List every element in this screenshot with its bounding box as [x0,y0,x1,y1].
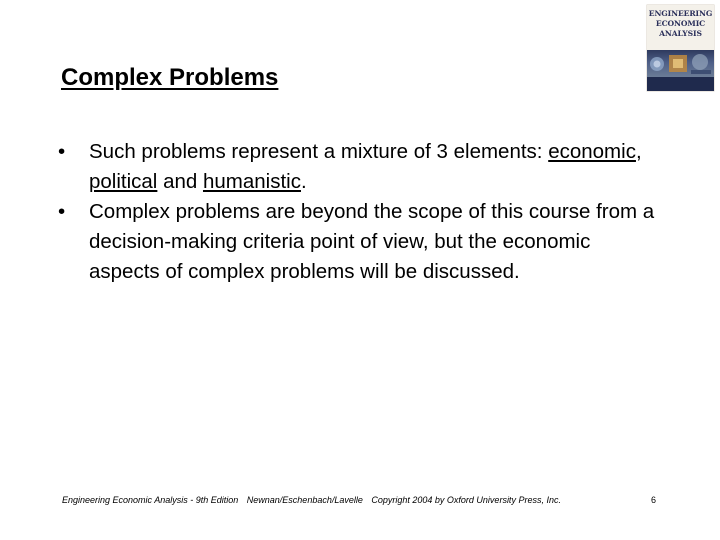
keyword-economic: economic [548,140,636,163]
book-cover-image [647,5,714,91]
book-cover-artwork-graphic [647,50,714,77]
slide-footer [62,495,567,505]
book-cover-title-line: ENGINEERING [648,9,713,18]
keyword-political: political [89,170,158,193]
bullet-marker: • [58,140,66,163]
book-cover-title-line: ANALYSIS [659,29,702,38]
book-cover-author-band [647,77,714,91]
book-cover-artwork [647,50,714,77]
slide-body [58,137,658,287]
book-cover-title-line: ECONOMIC [655,19,706,28]
bullet-item [58,137,658,197]
bullet-text: Such problems represent a mixture of 3 elements: [89,140,549,163]
footer-book-title: Engineering Economic Analysis - 9th Edition [62,495,239,505]
bullet-text: Complex problems are beyond the scope of this course from a decision-making criteria point of view, but the economic aspects of complex problems will be discussed. [89,200,655,283]
footer-authors: Newnan/Eschenbach/Lavelle [246,495,363,505]
bullet-text: , [635,140,642,163]
footer-copyright: Copyright 2004 by Oxford University Press, Inc. [371,495,561,505]
bullet-text: and [157,170,203,193]
keyword-humanistic: humanistic [202,170,301,193]
bullet-marker: • [58,200,66,223]
book-cover-title [647,9,714,39]
slide-title: Complex Problems [61,64,279,91]
bullet-item [58,197,658,287]
page-number: 6 [651,495,657,505]
bullet-text: . [300,170,307,193]
